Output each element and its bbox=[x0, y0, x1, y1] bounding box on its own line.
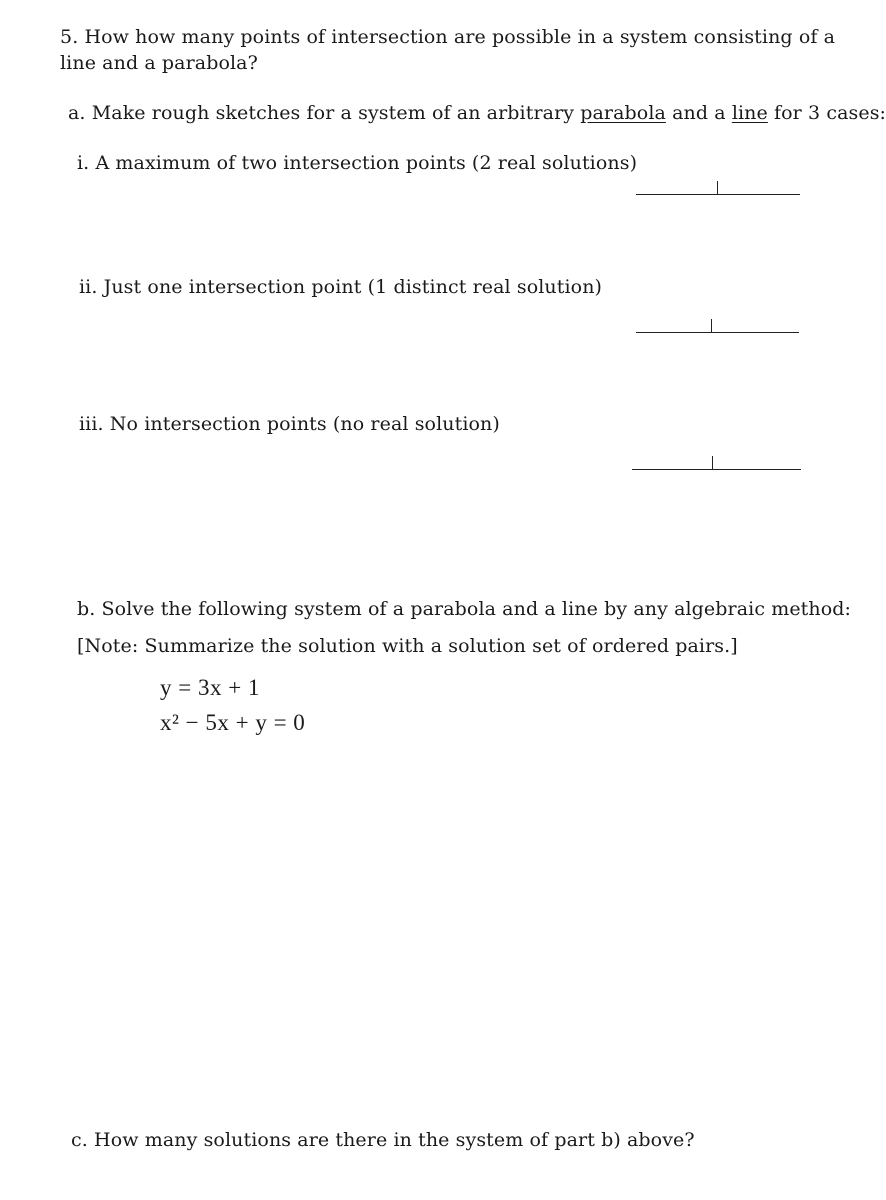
part-a-prefix: a. Make rough sketches for a system of an arbitrary bbox=[68, 102, 581, 124]
part-a-suffix: for 3 cases: bbox=[767, 102, 886, 124]
part-a-instruction bbox=[68, 100, 886, 126]
y-axis-line bbox=[712, 456, 713, 470]
equation-1: y = 3x + 1 bbox=[160, 675, 260, 700]
part-c-question: c. How many solutions are there in the system of part b) above? bbox=[71, 1129, 695, 1151]
part-b-instruction: b. Solve the following system of a parabola and a line by any algebraic method: bbox=[77, 598, 852, 620]
underlined-line: line bbox=[731, 102, 768, 124]
question-5-text: 5. How how many points of intersection are possible in a system consisting of a line and a parabola? bbox=[60, 26, 836, 74]
underlined-parabola: parabola bbox=[580, 102, 666, 124]
x-axis-line bbox=[636, 332, 799, 333]
part-a-middle: and a bbox=[665, 102, 732, 124]
equation-2: x² − 5x + y = 0 bbox=[160, 710, 306, 735]
part-b-note: [Note: Summarize the solution with a solution set of ordered pairs.] bbox=[77, 635, 738, 657]
case-3-label: iii. No intersection points (no real solution) bbox=[79, 413, 500, 435]
case-2-label: ii. Just one intersection point (1 distinct real solution) bbox=[79, 276, 603, 298]
x-axis-line bbox=[636, 194, 800, 195]
x-axis-line bbox=[632, 469, 801, 470]
y-axis-line bbox=[711, 319, 712, 333]
y-axis-line bbox=[717, 181, 718, 195]
case-2-axis-sketch bbox=[636, 319, 799, 333]
case-1-axis-sketch bbox=[636, 181, 800, 195]
case-1-label: i. A maximum of two intersection points (2 real solutions) bbox=[77, 152, 638, 174]
case-3-axis-sketch bbox=[632, 456, 801, 470]
